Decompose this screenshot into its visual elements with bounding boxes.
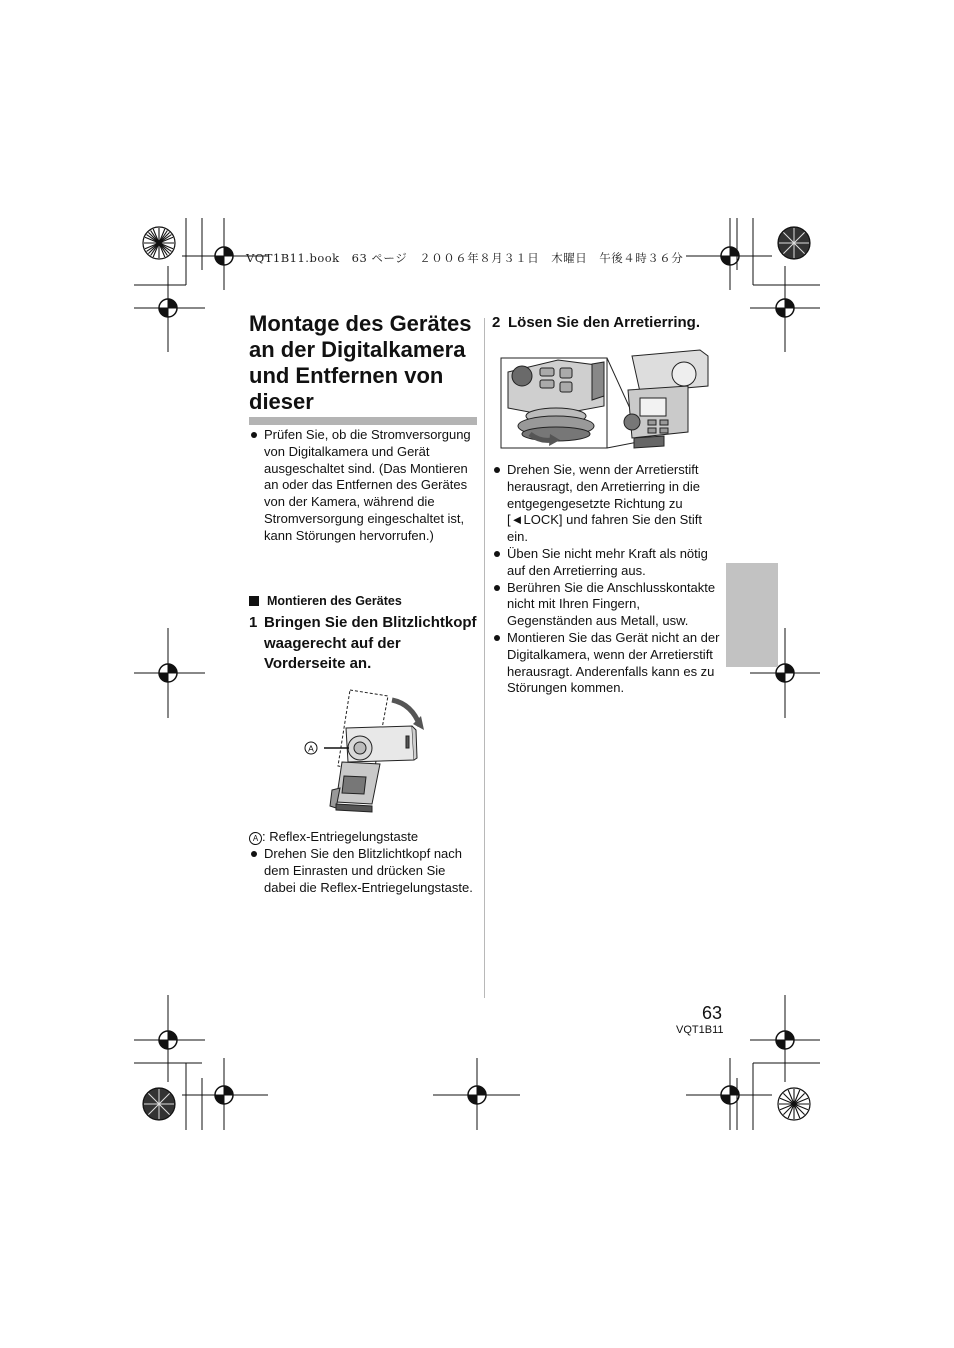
step-1-bullet — [249, 846, 477, 896]
bullet-dot-icon — [494, 585, 500, 591]
bullet-dot-icon — [251, 432, 257, 438]
section-heading — [249, 594, 402, 608]
right-bullet-text: Üben Sie nicht mehr Kraft als nötig auf den Arretierring aus. — [507, 545, 708, 578]
callout-marker: A — [249, 832, 262, 845]
figure-label-a: A — [308, 743, 314, 754]
bullet-dot-icon — [251, 851, 257, 857]
print-header-line: VQT1B11.book 63 ページ ２００６年８月３１日 木曜日 午後４時３６分 — [246, 251, 684, 265]
flash-head-illustration — [300, 686, 430, 824]
intro-bullet-text: Prüfen Sie, ob die Stromversorgung von Digitalkamera und Gerät ausgeschaltet sind. (Das Montieren an oder das Entfernen des Gerätes von der Kamera, während die Stromversorgung eingeschaltet ist, kann Störungen hervorrufen.) — [264, 427, 471, 543]
step-1 — [249, 613, 477, 675]
step-number: 1 — [249, 614, 258, 631]
page-number: 63 — [702, 1003, 723, 1023]
bullet-item — [492, 462, 720, 546]
document-code: VQT1B11 — [676, 1024, 724, 1036]
black-square-icon — [249, 596, 259, 606]
caption-a — [249, 829, 418, 845]
column-divider — [484, 318, 485, 998]
right-bullet-text: Drehen Sie, wenn der Arretierstift herausragt, den Arretierring in die entgegengesetzte Richtung zu [◄LOCK] und fahren Sie den Stift ein. — [507, 462, 702, 545]
bullet-item — [492, 630, 720, 697]
step-2-text: Lösen Sie den Arretierring. — [508, 314, 700, 331]
bullet-item — [249, 846, 477, 896]
right-bullet-text: Berühren Sie die Anschlusskontakte nicht mit Ihren Fingern, Gegenständen aus Metall, usw. — [507, 579, 716, 629]
side-thumb-tab — [726, 563, 778, 667]
bullet-dot-icon — [494, 635, 500, 641]
step-2 — [492, 313, 726, 334]
flash-unit-lock-ring-illustration — [500, 346, 715, 454]
bullet-dot-icon — [494, 467, 500, 473]
page-title: Montage des Gerätes an der Digitalkamera und Entfernen von dieser — [249, 311, 472, 414]
right-bullet-list — [492, 462, 720, 697]
bullet-item — [492, 580, 720, 630]
section-heading-text: Montieren des Gerätes — [267, 594, 402, 608]
step-1-text: Bringen Sie den Blitzlichtkopf waagerecht auf der Vorderseite an. — [264, 614, 477, 672]
bullet-item — [249, 427, 477, 545]
right-bullet-text: Montieren Sie das Gerät nicht an der Digitalkamera, wenn der Arretierstift herausragt. Anderenfalls kann es zu Störungen kommen. — [507, 629, 720, 696]
intro-bullet — [249, 427, 477, 545]
step-1-bullet-text: Drehen Sie den Blitzlichtkopf nach dem Einrasten und drücken Sie dabei die Reflex-Entriegelungstaste. — [264, 846, 473, 895]
step-number: 2 — [492, 314, 501, 331]
title-underline-bar — [249, 417, 477, 425]
caption-a-text: : Reflex-Entriegelungstaste — [262, 829, 419, 844]
bullet-dot-icon — [494, 551, 500, 557]
bullet-item — [492, 546, 720, 580]
